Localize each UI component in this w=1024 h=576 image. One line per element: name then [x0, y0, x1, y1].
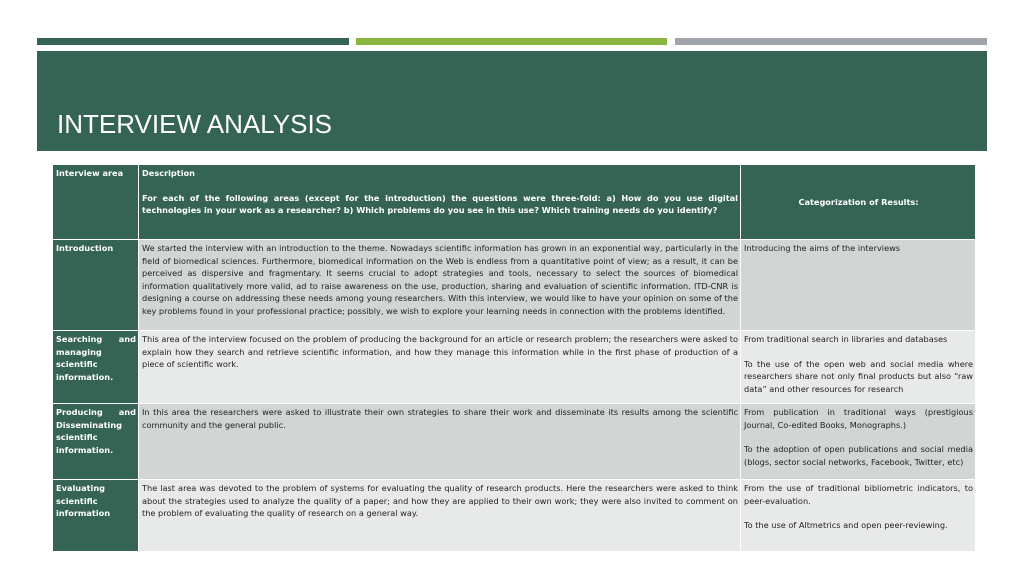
- row-categorization: [741, 480, 976, 552]
- categorization-line: Introducing the aims of the interviews: [744, 243, 901, 253]
- header-categorization: Categorization of Results:: [741, 165, 976, 240]
- table-row: [53, 331, 976, 404]
- categorization-from: From traditional search in libraries and databases: [744, 334, 948, 344]
- row-area: Searching and managing scientific information.: [53, 331, 139, 404]
- categorization-to: To the adoption of open publications and social media (blogs, sector social networks, Facebook, Twitter, etc): [744, 444, 973, 467]
- row-categorization: [741, 404, 976, 480]
- table-header-row: [53, 165, 976, 240]
- row-description: This area of the interview focused on the problem of producing the background for an article or research problem; the researchers were asked to explain how they search and retrieve scientific information, and how they manage this information while in the first phase of production of a piece of scientific work.: [139, 331, 741, 404]
- row-description: We started the interview with an introduction to the theme. Nowadays scientific information has grown in an exponential way, particularly in the field of biomedical sciences. Furthermore, biomedical information on the Web is endless from a quantitative point of view; as a result, it can be perceived as dispersive and fragmentary. It seems crucial to adopt strategies and tools, necessary to select the sources of biomedical information qualitatively more valid, ad to raise awareness on the use, production, sharing and evaluation of scientific information. ITD-CNR is designing a course on addressing these needs among young researchers. With this interview, we would like to have your opinion on some of the key problems found in your professional practice; possibly, we wish to explore your learning needs in connection with the problems identified.: [139, 240, 741, 331]
- categorization-from: From publication in traditional ways (prestigious Journal, Co-edited Books, Monographs.): [744, 407, 973, 430]
- row-area: Evaluating scientific information: [53, 480, 139, 552]
- row-description: The last area was devoted to the problem of systems for evaluating the quality of research products. Here the researchers were asked to think about the strategies used to analyze the quality of a paper; and how they are applied to their own work; they were also invited to comment on the problem of evaluating the quality of research on a general way.: [139, 480, 741, 552]
- header-description: [139, 165, 741, 240]
- slide-title: INTERVIEW ANALYSIS: [57, 109, 333, 139]
- title-band: [37, 51, 987, 151]
- row-area: Introduction: [53, 240, 139, 331]
- table-row: [53, 240, 976, 331]
- table-row: [53, 404, 976, 480]
- row-description: In this area the researchers were asked to illustrate their own strategies to share their work and disseminate its results among the scientific community and the general public.: [139, 404, 741, 480]
- header-description-text: For each of the following areas (except for the introduction) the questions were three-fold: a) How do you use digital technologies in your work as a researcher? b) Which problems do you see in this use? Which training needs do you identify?: [142, 192, 738, 216]
- header-description-title: Description: [142, 168, 195, 178]
- header-area: Interview area: [53, 165, 139, 240]
- categorization-from: From the use of traditional bibliometric indicators, to peer-evaluation.: [744, 483, 973, 506]
- table-row: [53, 480, 976, 552]
- accent-strip-grey: [675, 38, 987, 45]
- row-categorization: [741, 331, 976, 404]
- interview-table: [52, 164, 976, 552]
- row-categorization: [741, 240, 976, 331]
- categorization-to: To the use of Altmetrics and open peer-reviewing.: [744, 520, 948, 531]
- accent-strip-lime: [356, 38, 667, 45]
- categorization-to: To the use of the open web and social media where researchers share not only final products but also “raw data” and other resources for research: [744, 358, 973, 394]
- row-area: Producing and Disseminating scientific information.: [53, 404, 139, 480]
- accent-strip-green: [37, 38, 349, 45]
